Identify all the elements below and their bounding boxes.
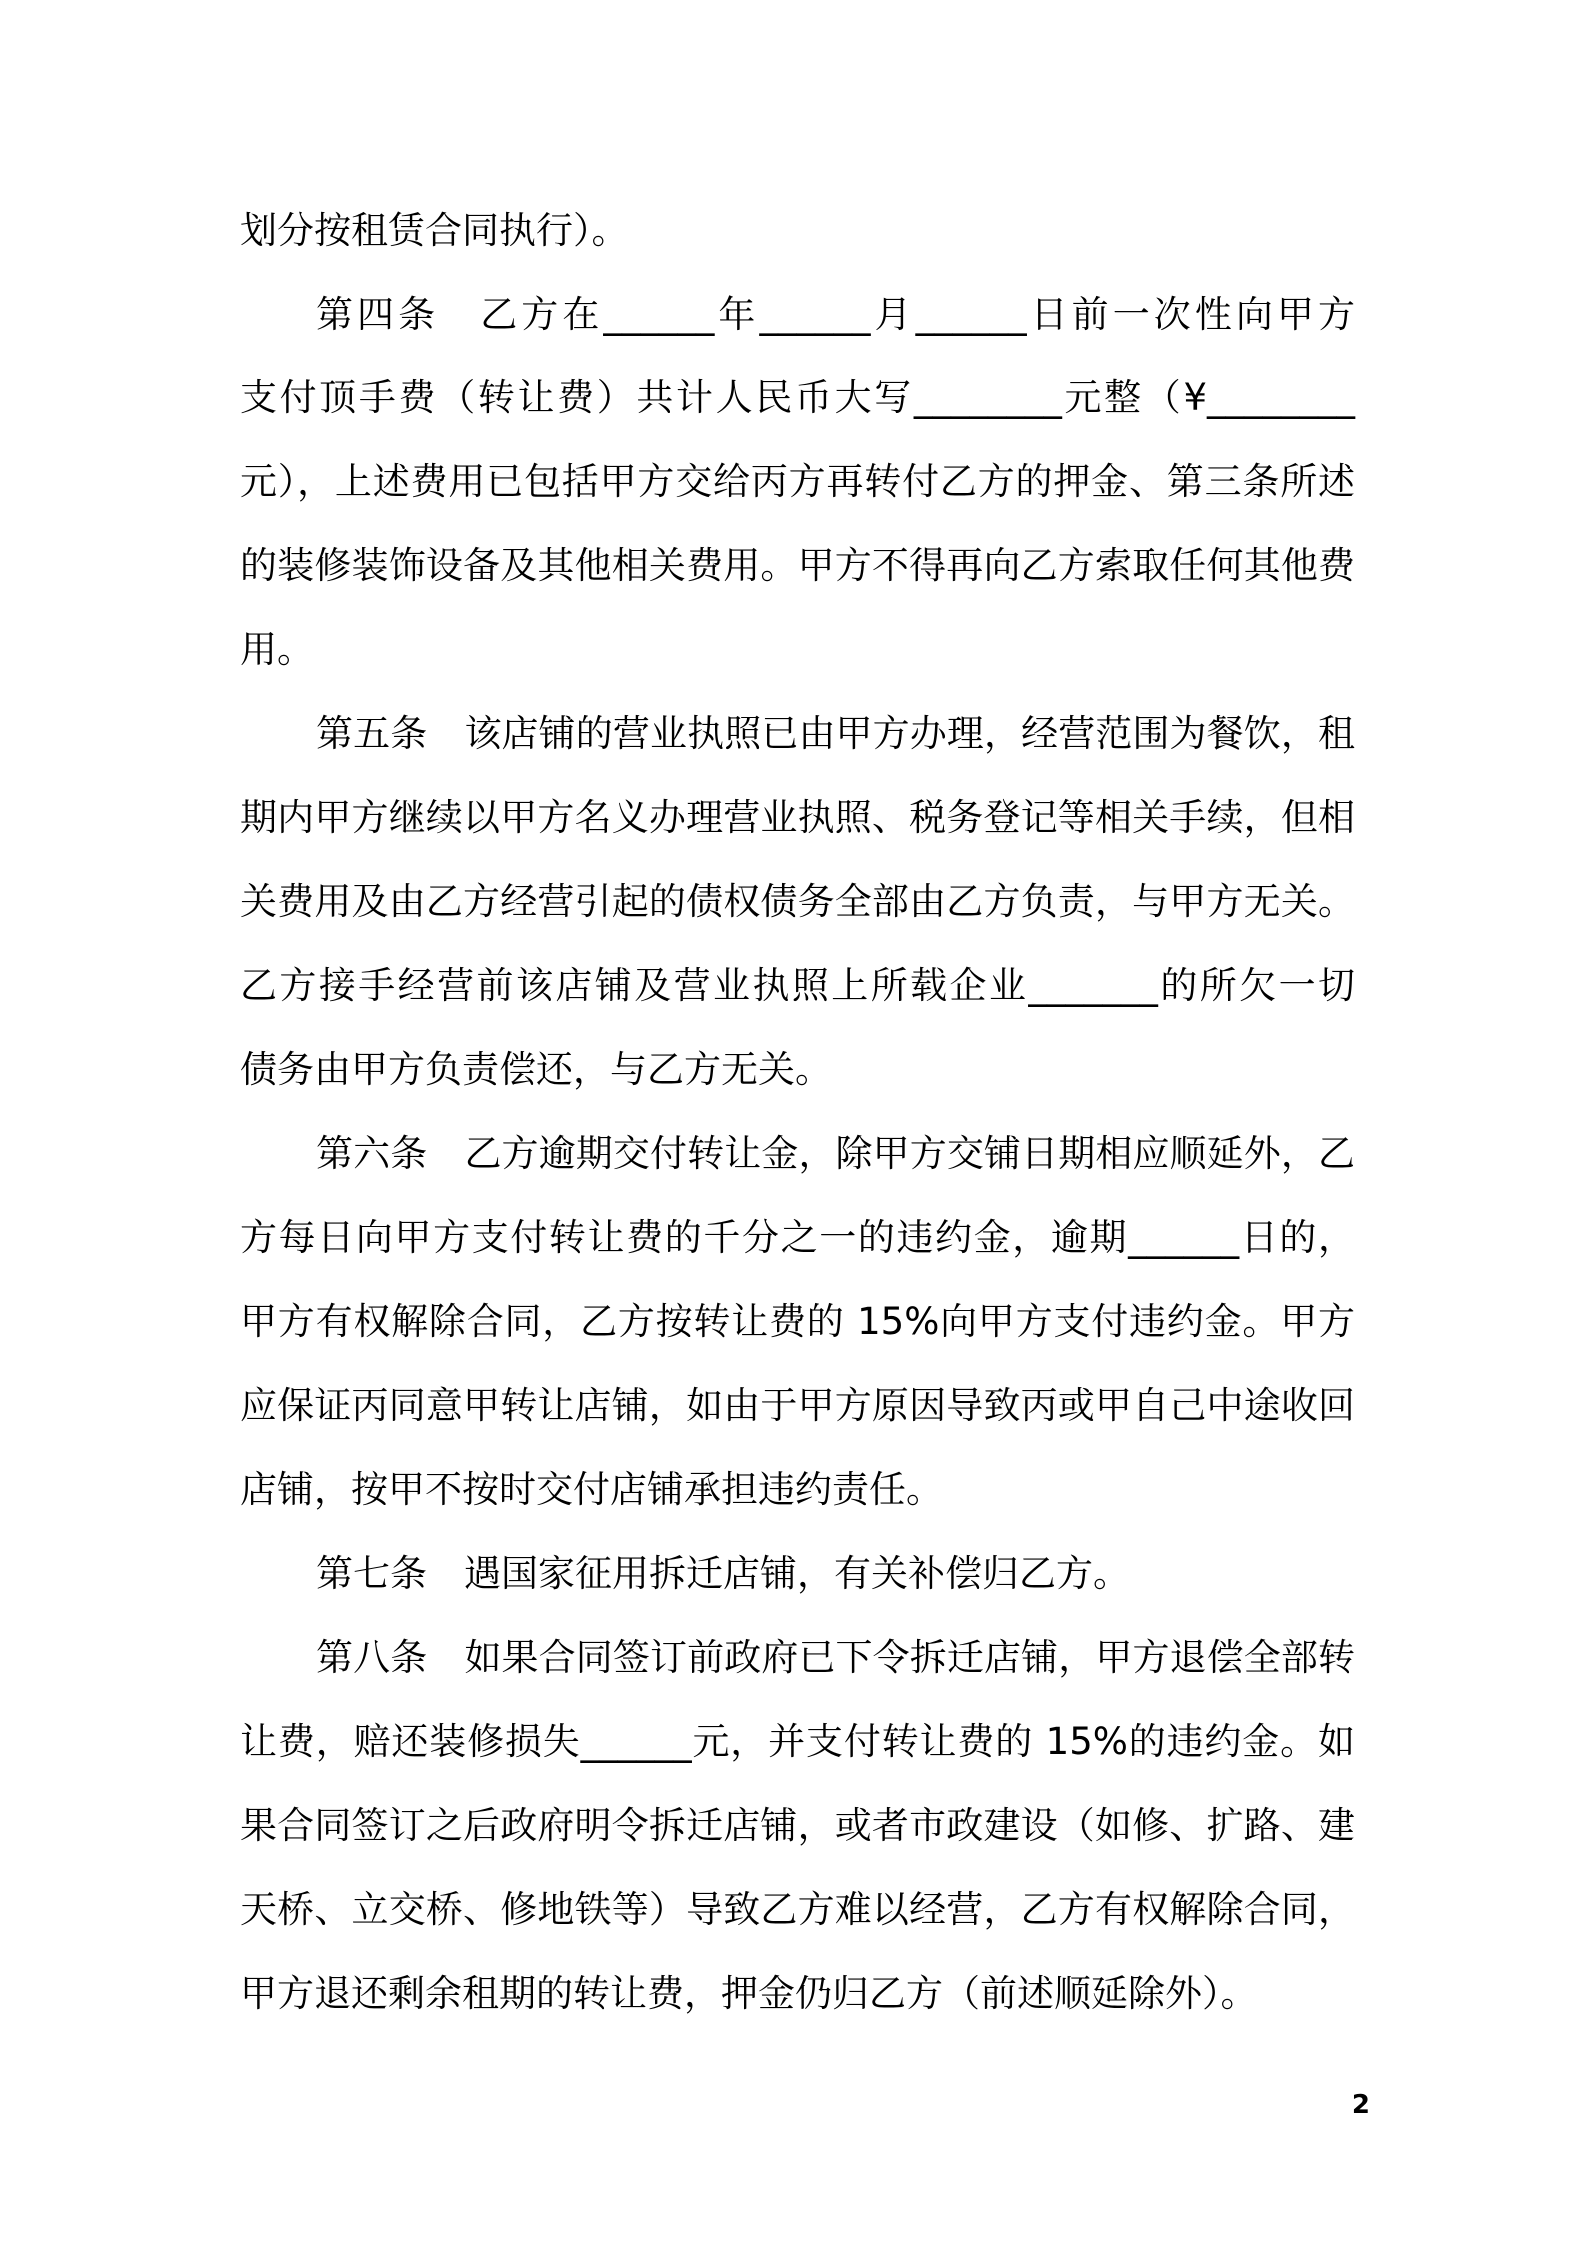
text-line: 划分按租赁合同执行）。	[240, 209, 629, 252]
text-line: 店铺，按甲不按时交付店铺承担违约责任。	[240, 1468, 943, 1511]
text-line: 甲方有权解除合同，乙方按转让费的 15%向甲方支付违约金。甲方	[240, 1300, 1355, 1343]
text-line: 债务由甲方负责偿还，与乙方无关。	[240, 1048, 832, 1091]
text-line: 用。	[240, 628, 314, 671]
text-line: 果合同签订之后政府明令拆迁店铺，或者市政建设（如修、扩路、建	[240, 1804, 1355, 1847]
article-6-heading-line: 第六条 乙方逾期交付转让金，除甲方交铺日期相应顺延外，乙	[316, 1132, 1355, 1175]
page-number: 2	[1351, 2090, 1370, 2120]
article-8-heading-line: 第八条 如果合同签订前政府已下令拆迁店铺，甲方退偿全部转	[316, 1636, 1355, 1679]
text-line: 支付顶手费（转让费）共计人民币大写________元整（¥________	[240, 376, 1355, 419]
text-line: 方每日向甲方支付转让费的千分之一的违约金，逾期______日的，	[240, 1216, 1355, 1259]
article-4-heading-line: 第四条 乙方在______年______月______日前一次性向甲方	[316, 293, 1355, 336]
text-line: 甲方退还剩余租期的转让费，押金仍归乙方（前述顺延除外）。	[240, 1972, 1258, 2015]
text-line: 应保证丙同意甲转让店铺，如由于甲方原因导致丙或甲自己中途收回	[240, 1384, 1355, 1427]
text-line: 的装修装饰设备及其他相关费用。甲方不得再向乙方索取任何其他费	[240, 544, 1355, 587]
text-line: 让费，赔还装修损失______元，并支付转让费的 15%的违约金。如	[240, 1720, 1355, 1763]
text-line: 天桥、立交桥、修地铁等）导致乙方难以经营，乙方有权解除合同，	[240, 1888, 1355, 1931]
text-line: 元），上述费用已包括甲方交给丙方再转付乙方的押金、第三条所述	[240, 460, 1355, 503]
article-7-heading-line: 第七条 遇国家征用拆迁店铺，有关补偿归乙方。	[316, 1552, 1130, 1595]
article-5-heading-line: 第五条 该店铺的营业执照已由甲方办理，经营范围为餐饮，租	[316, 712, 1355, 755]
text-line: 关费用及由乙方经营引起的债权债务全部由乙方负责，与甲方无关。	[240, 880, 1355, 923]
text-line: 乙方接手经营前该店铺及营业执照上所载企业_______的所欠一切	[240, 964, 1355, 1007]
text-line: 期内甲方继续以甲方名义办理营业执照、税务登记等相关手续，但相	[240, 796, 1355, 839]
